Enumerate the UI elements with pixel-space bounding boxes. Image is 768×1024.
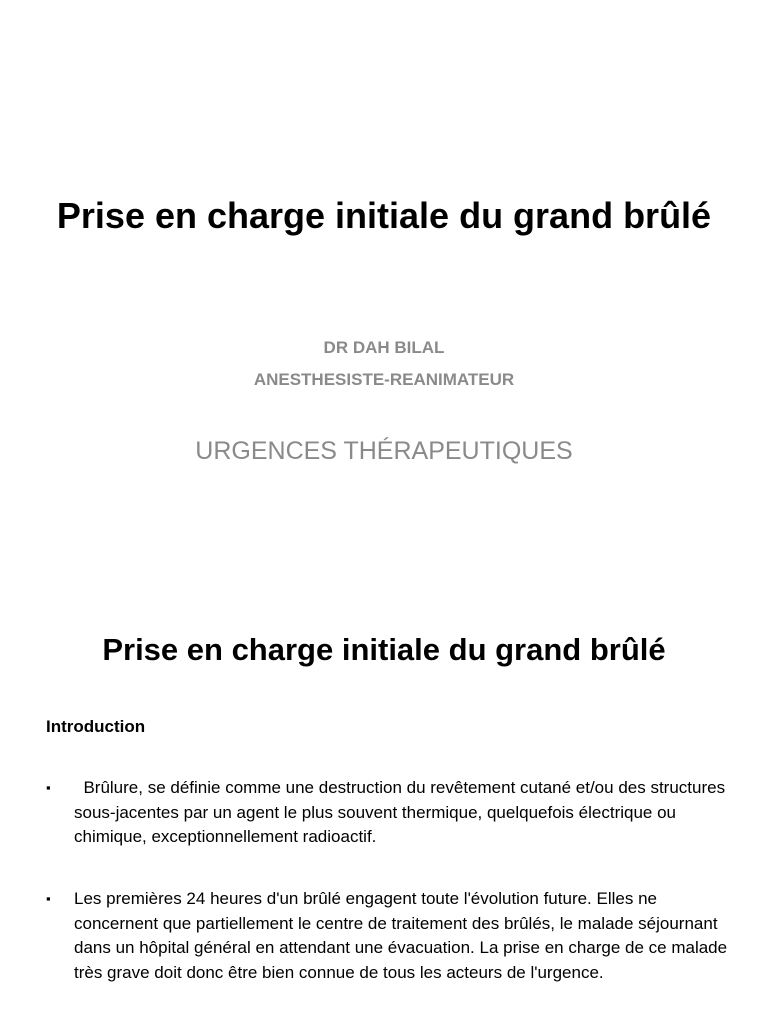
bullet-item [46, 776, 732, 850]
author-block [40, 332, 728, 396]
slide-title: Prise en charge initiale du grand brûlé [102, 632, 666, 667]
slide-subtitle: URGENCES THÉRAPEUTIQUES [195, 437, 573, 465]
bullet-text: Brûlure, se définie comme une destruction du revêtement cutané et/ou des structures sous-jacentes par un agent le plus souvent thermique, quelquefois électrique ou chimique, exceptionnellement radioactif. [74, 778, 730, 846]
slide-title: Prise en charge initiale du grand brûlé [56, 195, 712, 236]
bullet-marker-icon: ▪ [46, 780, 51, 795]
bullet-text: Les premières 24 heures d'un brûlé engagent toute l'évolution future. Elles ne concernent que partiellement le centre de traitement des brûlés, le malade séjournant dans un hôpital général en attendant une évacuation. La prise en charge de ce malade très grave doit donc être bien connue de tous les acteurs de l'urgence. [74, 889, 728, 982]
author-name: DR DAH BILAL [323, 338, 445, 357]
bullet-marker-icon: ▪ [46, 891, 51, 906]
section-heading: Introduction [46, 717, 146, 736]
author-role: ANESTHESISTE-REANIMATEUR [253, 370, 515, 389]
content-slide [0, 576, 768, 1024]
bullet-item [46, 887, 732, 985]
